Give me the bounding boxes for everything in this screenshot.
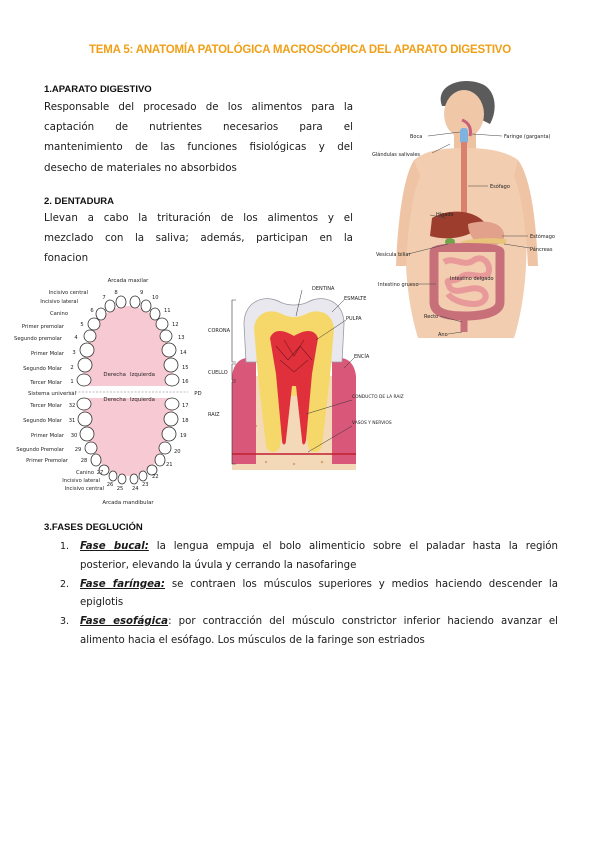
tooth-num: 20 bbox=[174, 449, 181, 455]
section-paragraph-aparato-digestivo bbox=[44, 97, 353, 178]
paragraph-line: fonacion bbox=[44, 252, 89, 265]
pharynx-shape bbox=[460, 128, 468, 144]
tooth-label-name: Segundo Molar bbox=[23, 418, 62, 424]
paragraph-line: captación de nutrientes necesarios para el bbox=[44, 121, 353, 134]
tooth-label-name: Canino bbox=[76, 470, 94, 476]
section-heading-dentadura: 2. DENTADURA bbox=[44, 196, 115, 207]
list-item-text: alimento hacia el esófago. Los músculos de la faringe son estriados bbox=[80, 634, 425, 646]
label-arcada-maxilar: Arcada maxilar bbox=[107, 278, 149, 284]
paragraph-line: Llevan a cabo la trituración de los alimentos y el bbox=[44, 212, 353, 224]
label-vesicula-biliar: Vesícula biliar bbox=[376, 252, 411, 258]
label-intestino-delgado: Intestino delgado bbox=[450, 276, 494, 282]
paragraph-line: mantenimiento de las funciones fisiológicas y del bbox=[44, 141, 353, 154]
label-corona: CORONA bbox=[208, 328, 230, 334]
label-sistema-universal: Sistema universal bbox=[28, 391, 77, 397]
label-raiz: RAIZ bbox=[208, 412, 220, 418]
tooth-label-num: 27 bbox=[96, 470, 104, 476]
tooth-label-num: 31 bbox=[68, 418, 76, 424]
tooth-num: 14 bbox=[180, 350, 187, 356]
tooth-label-num: 4 bbox=[74, 335, 78, 341]
tooth-num: 12 bbox=[172, 322, 179, 328]
tooth-label-name: Tercer Molar bbox=[30, 380, 62, 386]
tooth-label-name: Primer premolar bbox=[21, 324, 64, 330]
label-recto: Recto bbox=[424, 314, 439, 320]
tooth-label-name: Primer Premolar bbox=[26, 458, 68, 464]
list-item-text: : por contracción del músculo constrictor inferior haciendo avanzar el bbox=[168, 616, 558, 628]
dental-arch-figure bbox=[14, 270, 206, 508]
list-item-text: la lengua empuja el bolo alimenticio sobre el paladar hasta la región bbox=[148, 541, 558, 552]
tooth-label-name: Tercer Molar bbox=[30, 403, 62, 409]
label-derecha-upper: Derecha bbox=[103, 372, 126, 378]
tooth-label-name: Incisivo central bbox=[48, 290, 88, 296]
tooth-num: 18 bbox=[182, 418, 189, 424]
tooth-label-name: Incisivo lateral bbox=[40, 299, 78, 305]
paragraph-line: Responsable del procesado de los alimentos para la bbox=[44, 101, 353, 113]
tooth-num: 15 bbox=[182, 365, 189, 371]
tooth-num: 21 bbox=[166, 462, 173, 468]
tooth-label-num: 28 bbox=[80, 458, 88, 464]
list-item bbox=[60, 613, 558, 651]
tooth-num: 23 bbox=[142, 482, 149, 488]
tooth-label-num: 3 bbox=[72, 350, 76, 356]
tooth-label-name: Primer Molar bbox=[30, 351, 64, 357]
label-boca: Boca bbox=[410, 134, 423, 140]
list-item-term: Fase bucal: bbox=[80, 541, 149, 552]
label-intestino-grueso: Intestino grueso bbox=[378, 282, 419, 288]
gum-right-shape bbox=[332, 358, 356, 464]
label-izquierda-upper: Izquierda bbox=[130, 372, 155, 378]
tooth-label-num: 6 bbox=[90, 308, 94, 314]
gum-left-shape bbox=[232, 358, 256, 464]
list-item-term: Fase esofágica bbox=[80, 616, 169, 628]
label-encia: ENCÍA bbox=[354, 354, 370, 360]
tooth-label-num: 7 bbox=[102, 295, 106, 301]
label-ano: Ano bbox=[438, 332, 448, 338]
list-item-number: 1. bbox=[60, 541, 70, 552]
label-estomago: Estómago bbox=[530, 234, 555, 240]
tooth-label-num: 2 bbox=[70, 365, 74, 371]
tooth-label-num: 25 bbox=[116, 486, 124, 492]
section-heading-aparato-digestivo: 1.APARATO DIGESTIVO bbox=[44, 84, 152, 95]
label-faringe: Faringe (garganta) bbox=[504, 134, 551, 140]
tooth-num: 17 bbox=[182, 403, 189, 409]
digestive-system-figure bbox=[364, 76, 570, 344]
tooth-label-name: Incisivo central bbox=[64, 486, 104, 492]
tooth-num: 11 bbox=[164, 308, 171, 314]
label-higado: Hígado bbox=[436, 212, 454, 218]
tooth-label-num: 32 bbox=[68, 403, 76, 409]
tooth-label-name: Primer Molar bbox=[30, 433, 64, 439]
tooth-label-name: Incisivo lateral bbox=[62, 478, 100, 484]
label-esofago: Esófago bbox=[490, 184, 510, 190]
label-vasos-nervios: VASOS Y NERVIOS bbox=[352, 421, 392, 426]
list-item-term: Fase faríngea: bbox=[80, 578, 165, 590]
list-item-number: 2. bbox=[60, 578, 70, 590]
tooth-num: 16 bbox=[182, 379, 189, 385]
list-item bbox=[60, 576, 558, 614]
label-conducto-raiz: CONDUCTO DE LA RAIZ bbox=[352, 395, 404, 400]
label-pulpa: PULPA bbox=[346, 316, 362, 322]
label-derecha-lower: Derecha bbox=[103, 397, 126, 403]
label-dentina: DENTINA bbox=[312, 286, 335, 292]
tooth-num: 24 bbox=[132, 486, 139, 492]
label-glandulas-salivales: Glándulas salivales bbox=[372, 152, 421, 158]
tooth-num: 22 bbox=[152, 474, 159, 480]
section-paragraph-dentadura bbox=[44, 208, 353, 269]
tooth-label-name: Segundo Premolar bbox=[16, 447, 64, 453]
paragraph-line: mezclado con la saliva; además, participan en la bbox=[44, 232, 353, 245]
label-esmalte: ESMALTE bbox=[344, 296, 367, 302]
page-title: TEMA 5: ANATOMÍA PATOLÓGICA MACROSCÓPICA DEL APARATO DIGESTIVO bbox=[88, 44, 512, 56]
label-pancreas: Páncreas bbox=[530, 247, 553, 253]
tooth-num: 19 bbox=[180, 433, 187, 439]
label-arcada-mandibular: Arcada mandibular bbox=[102, 500, 154, 506]
tooth-num: 9 bbox=[140, 290, 144, 296]
label-cuello: CUELLO bbox=[208, 370, 228, 376]
label-izquierda-lower: Izquierda bbox=[130, 397, 155, 403]
tooth-label-num: 1 bbox=[70, 379, 74, 385]
list-item bbox=[60, 538, 558, 576]
tooth-label-num: 29 bbox=[74, 447, 82, 453]
tooth-num: 10 bbox=[152, 295, 159, 301]
list-item-text: se contraen los músculos superiores y medios haciendo descender la bbox=[165, 578, 558, 590]
tooth-label-num: 26 bbox=[106, 482, 114, 488]
tooth-label-name: Segundo premolar bbox=[14, 336, 62, 342]
section-heading-fases-deglucion: 3.FASES DEGLUCIÓN bbox=[44, 522, 143, 533]
tooth-label-name: Canino bbox=[50, 311, 68, 317]
list-item-text: posterior, elevando la úvula y cerrando la nasofaringe bbox=[80, 559, 357, 571]
tooth-label-num: 30 bbox=[70, 433, 78, 439]
paragraph-line: desecho de materiales no absorbidos bbox=[44, 161, 237, 174]
tooth-label-name: Segundo Molar bbox=[23, 366, 62, 372]
label-pd: PD bbox=[194, 391, 202, 397]
fases-deglucion-list bbox=[60, 538, 558, 651]
list-item-text: epiglotis bbox=[80, 597, 124, 609]
list-item-number: 3. bbox=[60, 616, 70, 628]
tooth-label-num: 8 bbox=[114, 290, 118, 296]
tooth-label-num: 5 bbox=[80, 322, 84, 328]
tooth-num: 13 bbox=[178, 335, 185, 341]
